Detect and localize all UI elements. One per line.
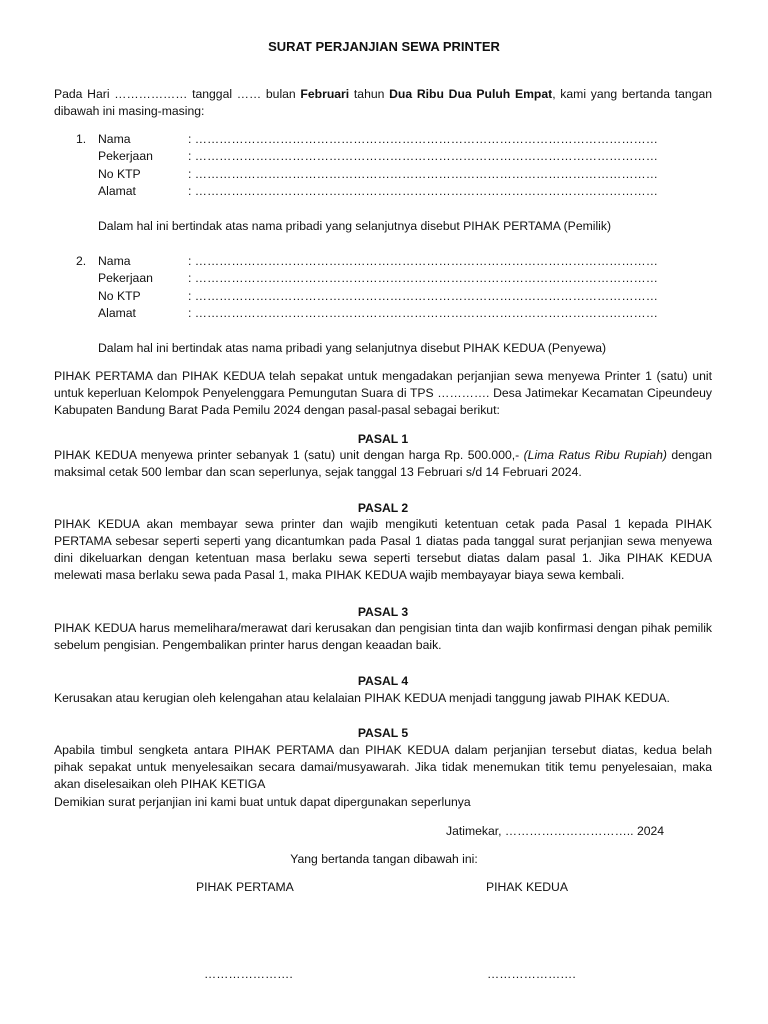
price-in-words: (Lima Ratus Ribu Rupiah) (523, 448, 667, 462)
intro-text: Pada Hari (54, 87, 115, 101)
field-row-no-ktp (76, 166, 716, 183)
field-row-nama (76, 131, 716, 148)
document-title: SURAT PERJANJIAN SEWA PRINTER (268, 39, 500, 54)
pasal-1-text (54, 447, 712, 481)
field-value: : …………………………………………………………………………………………………… (188, 305, 658, 320)
field-label: No KTP (98, 166, 141, 181)
field-label: Alamat (98, 305, 136, 320)
pasal-2-text: PIHAK KEDUA akan membayar sewa printer dan wajib mengikuti ketentuan cetak pada Pasal 1 kepada PIHAK PERTAMA sebesar seperti seperti yang dicantumkan pada Pasal 1 diatas pada tanggal surat perjanjian sewa menyewa dini dikeluarkan dengan ketentuan masa berlaku sewa seperti tersebut diatas dalam pasal 1. Jika PIHAK KEDUA melewati masa berlaku sewa pada Pasal 1, maka PIHAK KEDUA wajib membayayar biaya sewa kembali. (54, 517, 712, 582)
party-number: 1. (76, 132, 87, 146)
date-blank: …… (236, 87, 262, 101)
pasal-4-text: Kerusakan atau kerugian oleh kelengahan atau kelalaian PIHAK KEDUA menjadi tanggung jawab PIHAK KEDUA. (54, 691, 670, 705)
party-number: 2. (76, 254, 87, 268)
signature-label-pihak-kedua: PIHAK KEDUA (486, 880, 568, 894)
field-row-nama (76, 253, 716, 270)
day-blank: ……………… (114, 87, 188, 101)
signature-line-pihak-pertama: …………………. (204, 967, 293, 981)
pasal-2-heading: PASAL 2 (357, 501, 409, 515)
pasal-1-heading: PASAL 1 (357, 432, 409, 446)
signature-label-pihak-pertama: PIHAK PERTAMA (196, 880, 294, 894)
field-label: No KTP (98, 288, 141, 303)
field-label: Nama (98, 132, 131, 146)
field-row-no-ktp (76, 288, 716, 305)
party-two-fields (76, 253, 716, 322)
party-one-note: Dalam hal ini bertindak atas nama pribadi yang selanjutnya disebut PIHAK PERTAMA (Pemilik) (98, 219, 612, 233)
field-label: Pekerjaan (98, 149, 153, 164)
intro-text: bulan (261, 87, 301, 101)
field-label: Nama (98, 254, 131, 268)
field-value: : …………………………………………………………………………………………………… (188, 271, 658, 286)
year-value: Dua Ribu Dua Puluh Empat (389, 87, 553, 101)
pasal-4-heading: PASAL 4 (357, 674, 409, 688)
party-two-note: Dalam hal ini bertindak atas nama pribadi yang selanjutnya disebut PIHAK KEDUA (Penyewa) (98, 341, 607, 355)
intro-text: tanggal (187, 87, 237, 101)
agreement-paragraph: PIHAK PERTAMA dan PIHAK KEDUA telah sepakat untuk mengadakan perjanjian sewa menyewa Printer 1 (satu) unit untuk keperluan Kelompok Penyelenggara Pemungutan Suara di TPS …………. Desa Jatimekar Kecamatan Cipeundeuy Kabupaten Bandung Barat Pada Pemilu 2024 dengan pasal-pasal sebagai berikut: (54, 369, 712, 417)
intro-text: , kami yang bertanda tangan dibawah ini masing-masing: (54, 87, 712, 118)
field-row-pekerjaan (76, 148, 716, 165)
pasal-5-text: Apabila timbul sengketa antara PIHAK PERTAMA dan PIHAK KEDUA dalam perjanjian tersebut diatas, kedua belah pihak sepakat untuk menyelesaikan secara damai/musyawarah. Jika tidak menemukan titik temu penyelesaian, maka akan diselesaikan oleh PIHAK KETIGA (54, 743, 712, 791)
field-row-pekerjaan (76, 270, 716, 287)
field-row-alamat (76, 183, 716, 200)
pasal-5-heading: PASAL 5 (357, 726, 409, 740)
party-one-fields (76, 131, 716, 200)
field-value: : …………………………………………………………………………………………………… (188, 183, 658, 198)
pasal-1-text-part: PIHAK KEDUA menyewa printer sebanyak 1 (satu) unit dengan harga Rp. 500.000,- (54, 448, 524, 462)
field-value: : …………………………………………………………………………………………………… (188, 254, 658, 268)
month-value: Februari (300, 87, 350, 101)
field-row-alamat (76, 305, 716, 322)
pasal-3-heading: PASAL 3 (357, 605, 409, 619)
pasal-1-text-part: dengan maksimal cetak 500 lembar dan scan seperlunya, sejak tanggal 13 Februari s/d 14 Februari 2024. (54, 448, 712, 479)
closing-statement: Demikian surat perjanjian ini kami buat untuk dapat dipergunakan seperlunya (54, 795, 471, 809)
place-date: Jatimekar, ………………………….. 2024 (446, 824, 665, 838)
intro-text: tahun (349, 87, 390, 101)
field-value: : …………………………………………………………………………………………………… (188, 149, 658, 164)
field-value: : …………………………………………………………………………………………………… (188, 166, 658, 181)
field-label: Pekerjaan (98, 271, 153, 286)
field-value: : …………………………………………………………………………………………………… (188, 132, 658, 146)
field-value: : …………………………………………………………………………………………………… (188, 288, 658, 303)
intro-paragraph (54, 86, 712, 120)
signed-below-heading: Yang bertanda tangan dibawah ini: (290, 852, 478, 866)
signature-line-pihak-kedua: …………………. (487, 967, 576, 981)
pasal-3-text: PIHAK KEDUA harus memelihara/merawat dari kerusakan dan pengisian tinta dan wajib konfirmasi dengan pihak pemilik sebelum pengisian. Pengembalikan printer harus dengan keaadan baik. (54, 621, 712, 652)
field-label: Alamat (98, 183, 136, 198)
